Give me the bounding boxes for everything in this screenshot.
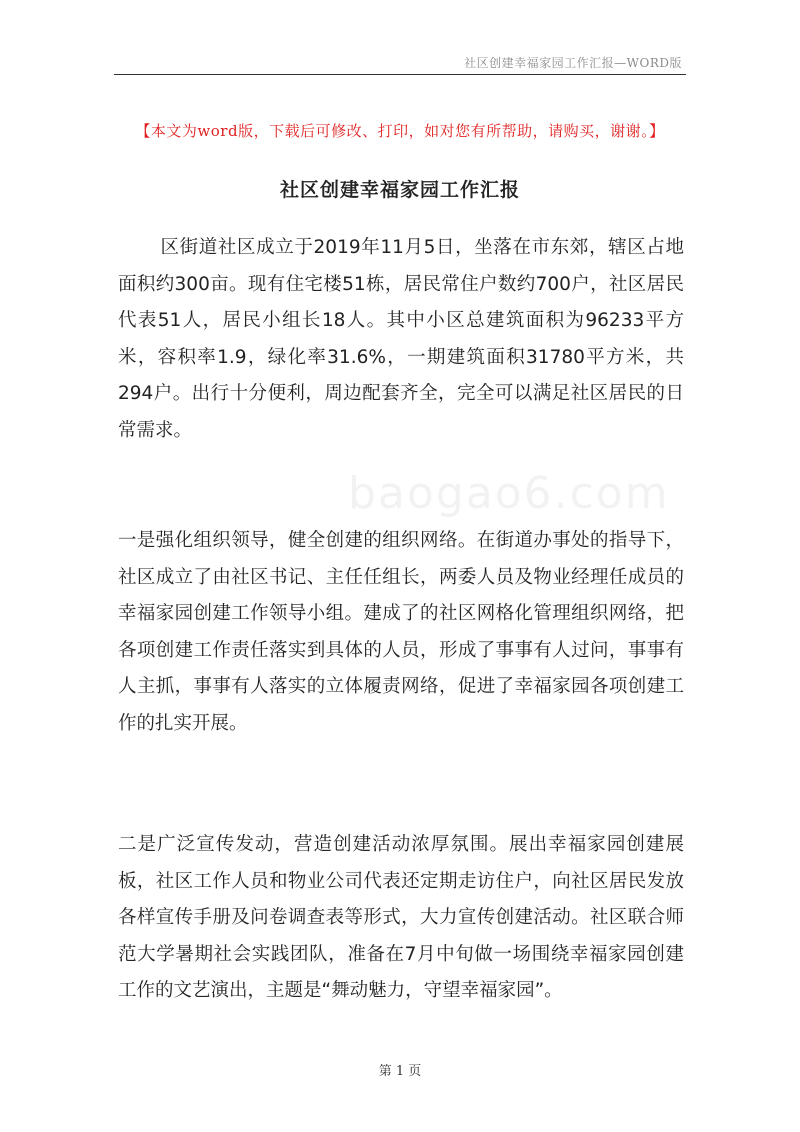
paragraph-publicity: 二是广泛宣传发动，营造创建活动浓厚氛围。展出幸福家园创建展板，社区工作人员和物业公司代表还定期走访住户，向社区居民发放各样宣传手册及问卷调查表等形式，大力宣传创建活动。社区联合师范大学暑期社会实践团队，准备在7月中旬做一场围绕幸福家园创建工作的文艺演出，主题是“舞动魅力，守望幸福家园”。: [118, 834, 684, 1001]
paragraph-intro: 区街道社区成立于2019年11月5日，坐落在市东郊，辖区占地面积约300亩。现有住宅楼51栋，居民常住户数约700户，社区居民代表51人，居民小组长18人。其中小区总建筑面积为96233平方米，容积率1.9，绿化率31.6%，一期建筑面积31780平方米，共294户。出行十分便利，周边配套齐全，完全可以满足社区居民的日常需求。: [118, 237, 684, 441]
document-title: 社区创建幸福家园工作汇报: [279, 179, 520, 201]
watermark-text: baogao6.com: [348, 468, 670, 519]
paragraph-organization: 一是强化组织领导，健全创建的组织网络。在街道办事处的指导下，社区成立了由社区书记、主任任组长，两委人员及物业经理任成员的幸福家园创建工作领导小组。建成了的社区网格化管理组织网络，把各项创建工作责任落实到具体的人员，形成了事事有人过问，事事有人主抓，事事有人落实的立体履责网络，促进了幸福家园各项创建工作的扎实开展。: [118, 530, 684, 734]
download-notice: 【本文为word版，下载后可修改、打印，如对您有所帮助，请购买，谢谢。】: [135, 122, 665, 140]
header-divider: [114, 74, 686, 75]
page-number: 第 1 页: [378, 1064, 422, 1079]
running-title: 社区创建幸福家园工作汇报—WORD版: [464, 56, 682, 70]
